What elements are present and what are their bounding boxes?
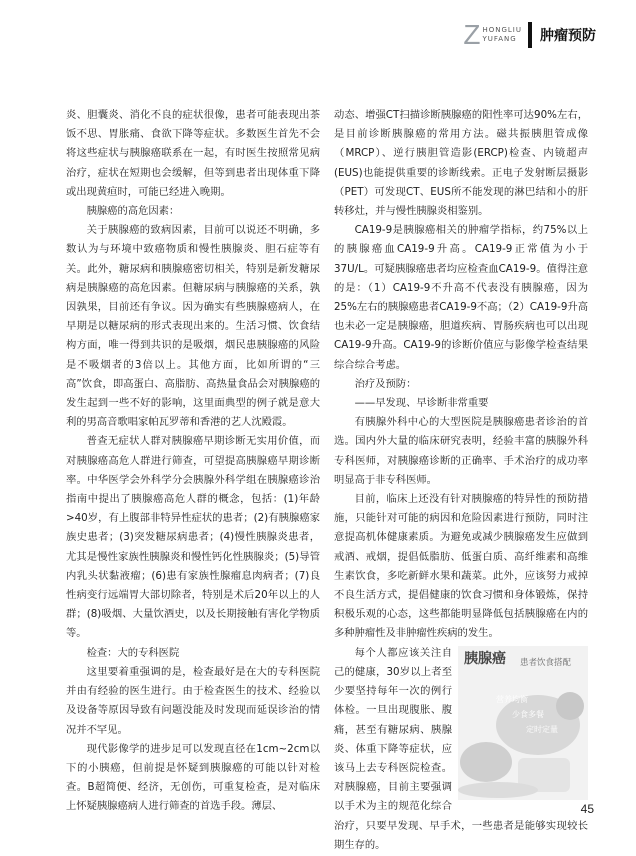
sidebox-subtitle: 患者饮食搭配 [520,657,572,668]
logo-line-2: YUFANG [482,35,517,43]
magazine-logo-letter: Z [463,19,481,50]
paragraph: 有胰腺外科中心的大型医院是胰腺癌患者诊治的首选。国内外大量的临床研究表明，经验丰富的胰腺外科专科医师，对胰腺癌诊断的正确率、手术治疗的成功率明显高于非专科医师。 [334,416,588,486]
subheading-risk-factors: 胰腺癌的高危因素： [86,205,180,218]
left-column [66,106,320,817]
paragraph: 每个人都应该关注自己的健康，30岁以上者至少要坚持每年一次的例行体检。一旦出现腹胀、腹痛，甚至有糖尿病、胰腺炎、体重下降等症状，应该马上去专科医院检查。对胰腺癌，目前主要强调以手术为主的规范化综合治疗，只要早发现、早手术，一些患者是能够实现较长期生存的。 [334,646,588,851]
paragraph: 目前，临床上还没有针对胰腺癌的特异性的预防措施，只能针对可能的病因和危险因素进行预防，同时注意提高机体健康素质。为避免或减少胰腺癌发生应做到戒酒、戒烟，提倡低脂肪、低蛋白质、高纤维素和高维生素饮食，多吃新鲜水果和蔬菜。此外，应该努力戒掉不良生活方式，提倡健康的饮食习惯和身体锻炼，保持积极乐观的心态，这些都能明显降低包括胰腺癌在内的多种肿瘤性及非肿瘤性疾病的发生。 [334,493,588,640]
magazine-logo-text [482,26,522,44]
paragraph: 现代影像学的进步足可以发现直径在1cm~2cm以下的小胰癌，但前提是怀疑到胰腺癌的可能以针对检查。B超简便、经济，无创伤，可重复检查，是对临床上怀疑胰腺癌病人进行筛查的首选手段。薄层、 [66,742,320,813]
paragraph: 这里要着重强调的是，检查最好是在大的专科医院并由有经验的医生进行。由于检查医生的技术、经验以及设备等原因导致有问题没能及时发现而延误诊治的情况并不罕见。 [66,665,320,736]
paragraph: CA19-9是胰腺癌相关的肿瘤学指标，约75%以上的胰腺癌血CA19-9升高。CA19-9正常值为小于37U/L。可疑胰腺癌患者均应检查血CA19-9。值得注意的是：（1）CA19-9不升高不代表没有胰腺癌，因为25%左右的胰腺癌患者CA19-9不高；（2）CA19-9升高也未必一定是胰腺癌，胆道疾病、胃肠疾病也可以出现CA19-9升高。CA19-9的诊断价值应与影像学检查结果综合综合考虑。 [334,224,588,371]
paragraph: 动态、增强CT扫描诊断胰腺癌的阳性率可达90%左右，是目前诊断胰腺癌的常用方法。磁共振胰胆管成像（MRCP）、逆行胰胆管造影(ERCP)检查、内镜超声(EUS)也能提供重要的诊断线索。正电子发射断层摄影（PET）可发现CT、EUS所不能发现的淋巴结和小的肝转移灶，并与慢性胰腺炎相鉴别。 [334,109,588,218]
right-column [334,106,588,855]
paragraph: 普查无症状人群对胰腺癌早期诊断无实用价值，而对胰腺癌高危人群进行筛查，可望提高胰腺癌早期诊断率。中华医学会外科学分会胰腺外科学组在胰腺癌诊治指南中提出了胰腺癌高危人群的概念，包括：(1)年龄>40岁，有上腹部非特异性症状的患者；(2)有胰腺癌家族史患者；(3)突发糖尿病患者；(4)慢性胰腺炎患者，尤其是慢性家族性胰腺炎和慢性钙化性胰腺炎；(5)导管内乳头状黏液瘤；(6)患有家族性腺瘤息肉病者；(7)良性病变行远端胃大部切除者，特别是术后20年以上的人群；(8)吸烟、大量饮酒史，以及长期接触有害化学物质等。 [66,435,320,640]
subheading-examination: 检查：大的专科医院 [86,646,180,659]
tag: 营养均衡 [496,694,528,704]
sidebox-tags [496,692,586,737]
tag: 定时定量 [526,724,558,734]
tag: 少食多餐 [512,709,544,719]
page-number: 45 [580,802,594,816]
diet-tip-image [458,646,588,800]
subheading-early-detection: ——早发现、早诊断非常重要 [354,397,489,410]
paragraph: 炎、胆囊炎、消化不良的症状很像，患者可能表现出茶饭不思、胃胀痛、食欲下降等症状。多数医生首先不会将这些症状与胰腺癌联系在一起，有时医生按照常见病治疗，症状在短期也会缓解，但等到患者出现体重下降或出现黄疸时，可能已经进入晚期。 [66,109,320,198]
subheading-treatment: 治疗及预防： [354,377,417,390]
logo-line-1: HONGLIU [482,26,522,34]
sidebox-title: 胰腺癌 [464,650,506,667]
page-header [463,20,596,50]
section-title: 肿瘤预防 [540,28,596,44]
paragraph: 关于胰腺癌的致病因素，目前可以说还不明确，多数认为与环境中致癌物质和慢性胰腺炎、胆石症等有关。此外，糖尿病和胰腺癌密切相关，特别是新发糖尿病是胰腺癌的高危因素。但糖尿病与胰腺癌的关系，孰因孰果，目前还有争议。因为确实有些胰腺癌病人，在早期是以糖尿病的形式表现出来的。生活习惯、饮食结构方面，唯一得到共识的是吸烟，烟民患胰腺癌的风险是不吸烟者的3倍以上。其他方面，比如所谓的“三高”饮食，即高蛋白、高脂肪、高热量食品会对胰腺癌的发生起到一些不好的影响，这里面典型的例子就是意大利的男高音歌唱家帕瓦罗蒂和香港的艺人沈殿霞。 [66,224,320,429]
header-divider [528,22,532,48]
